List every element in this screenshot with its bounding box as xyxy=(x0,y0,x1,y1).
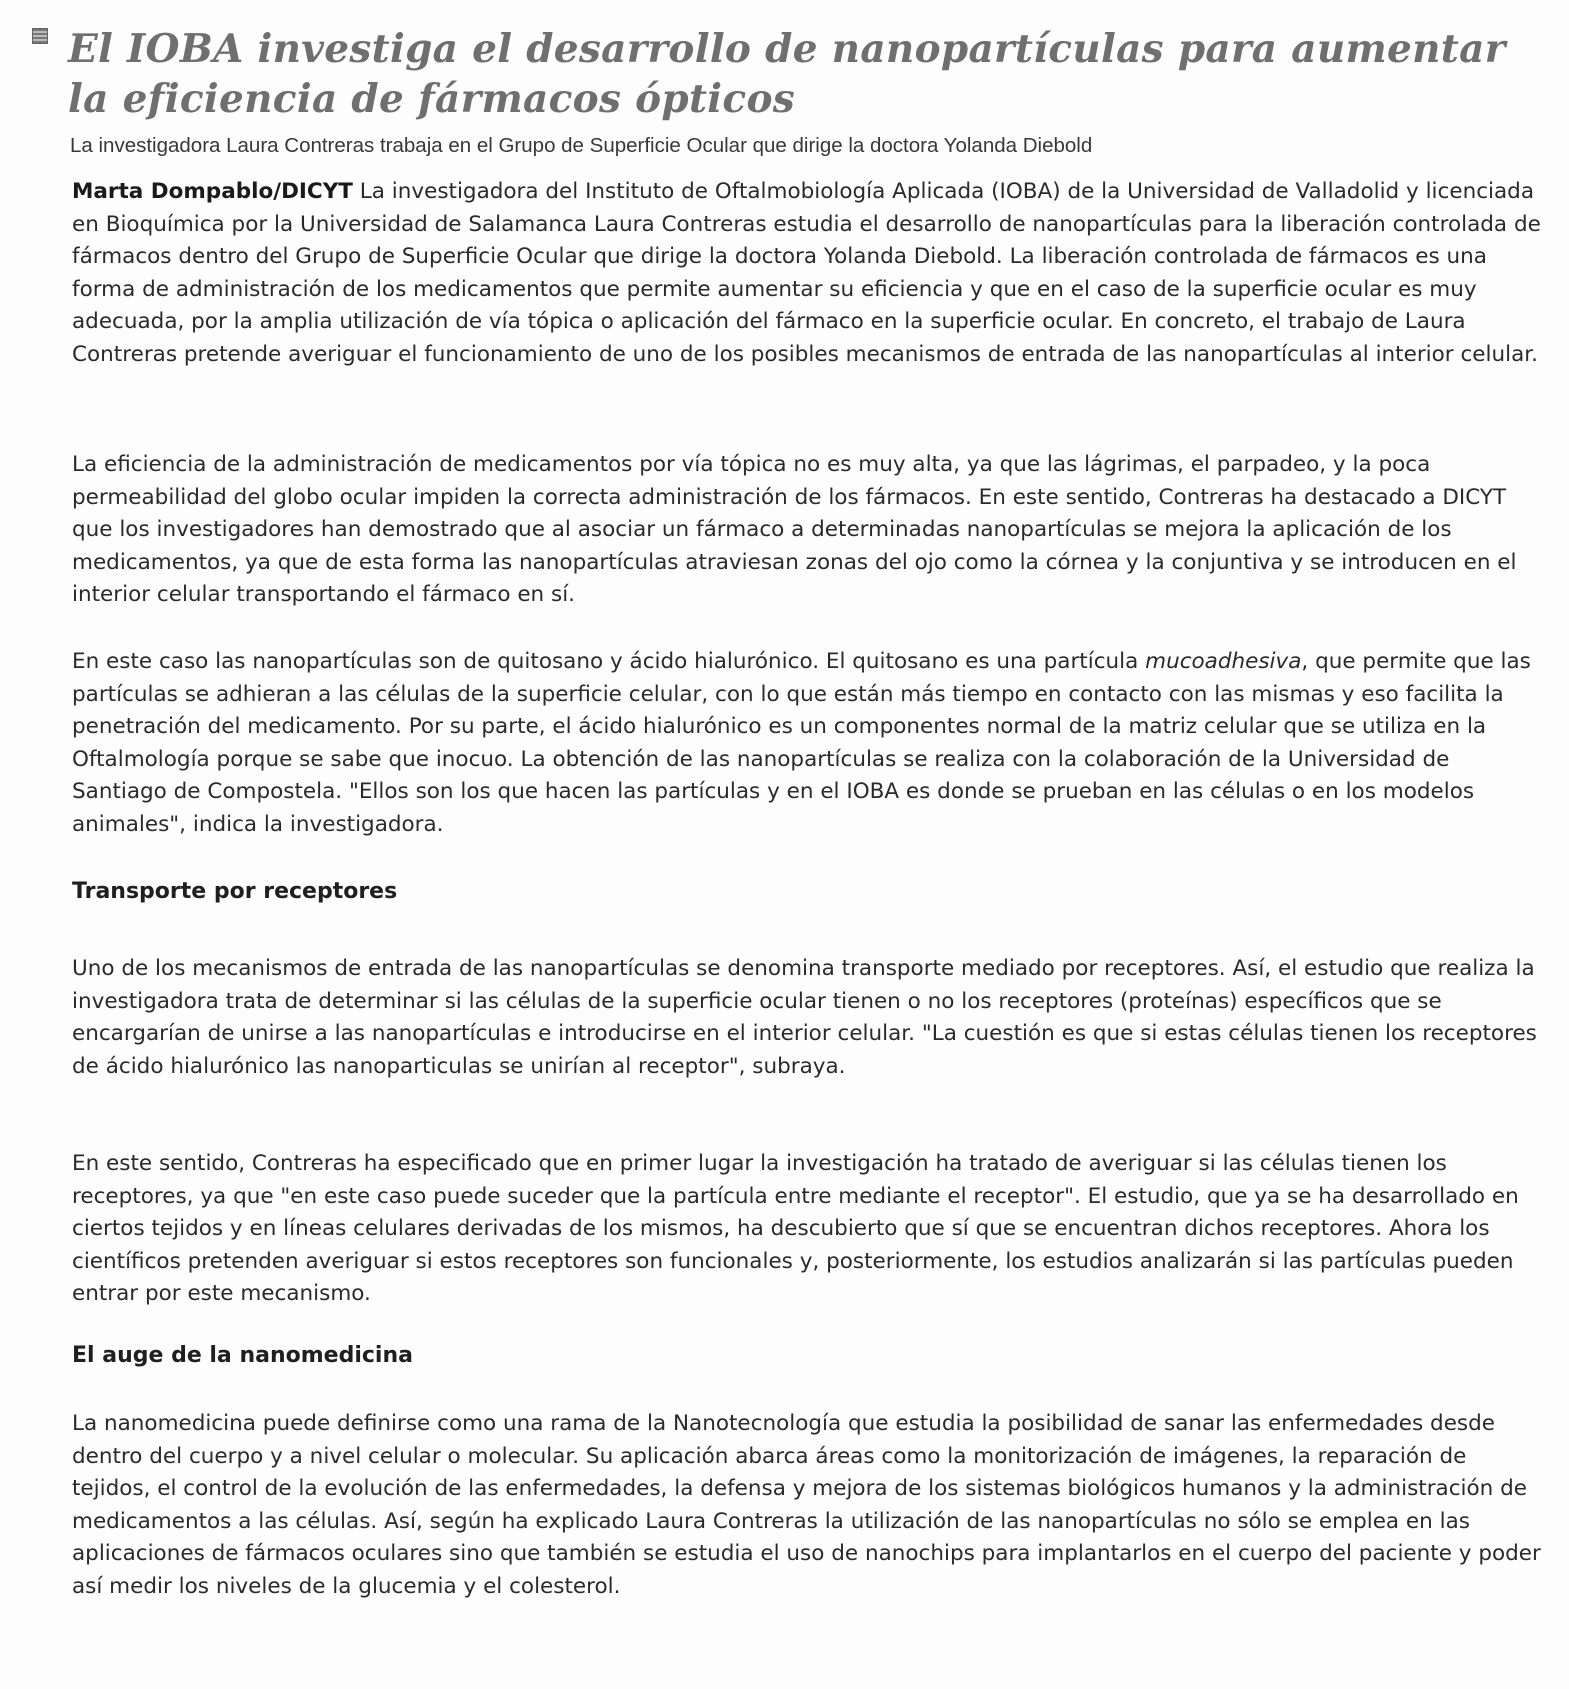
article-paragraph-2: La eficiencia de la administración de medicamentos por vía tópica no es muy alta, ya que las lágrimas, el parpadeo, y la poca permeabilidad del globo ocular impiden la correcta administración de los fármacos. En este sentido, Contreras ha destacado a DICYT que los investigadores han demostrado que al asociar un fármaco a determinadas nanopartículas se mejora la aplicación de los medicamentos, ya que de esta forma las nanopartículas atraviesan zonas del ojo como la córnea y la conjuntiva y se introducen en el interior celular transportando el fármaco en sí. xyxy=(72,452,1517,607)
article-title: El IOBA investiga el desarrollo de nanopartículas para aumentar la eficiencia de fármacos ópticos xyxy=(68,26,1506,122)
paragraph-3-text-start: En este caso las nanopartículas son de quitosano y ácido hialurónico. El quitosano es una partícula xyxy=(72,649,1146,674)
article-paragraph-6: La nanomedicina puede definirse como una rama de la Nanotecnología que estudia la posibilidad de sanar las enfermedades desde dentro del cuerpo y a nivel celular o molecular. Su aplicación abarca áreas como la monitorización de imágenes, la reparación de tejidos, el control de la evolución de las enfermedades, la defensa y mejora de los sistemas biológicos humanos y la administración de medicamentos a las células. Así, según ha explicado Laura Contreras la utilización de las nanopartículas no sólo se emplea en las aplicaciones de fármacos oculares sino que también se estudia el uso de nanochips para implantarlos en el cuerpo del paciente y poder así medir los niveles de la glucemia y el colesterol. xyxy=(72,1411,1541,1599)
section-heading-nanomedicina: El auge de la nanomedicina xyxy=(72,1343,413,1368)
byline: Marta Dompablo/DICYT xyxy=(72,179,353,204)
italic-term: mucoadhesiva xyxy=(1145,649,1302,674)
article-paragraph-3 xyxy=(72,646,1542,841)
square-bullet-icon xyxy=(32,28,48,44)
paragraph-1-text: La investigadora del Instituto de Oftalmobiología Aplicada (IOBA) de la Universidad de Valladolid y licenciada en Bioquímica por la Universidad de Salamanca Laura Contreras estudia el desarrollo de nanopartículas para la liberación controlada de fármacos dentro del Grupo de Superficie Ocular que dirige la doctora Yolanda Diebold. La liberación controlada de fármacos es una forma de administración de los medicamentos que permite aumentar su eficiencia y que en el caso de la superficie ocular es muy adecuada, por la amplia utilización de vía tópica o aplicación del fármaco en la superficie ocular. En concreto, el trabajo de Laura Contreras pretende averiguar el funcionamiento de uno de los posibles mecanismos de entrada de las nanopartículas al interior celular. xyxy=(72,179,1541,367)
section-heading-transporte: Transporte por receptores xyxy=(72,879,398,904)
paragraph-3-text-end: , que permite que las partículas se adhieran a las células de la superficie celular, con lo que están más tiempo en contacto con las mismas y eso facilita la penetración del medicamento. Por su parte, el ácido hialurónico es un componentes normal de la matriz celular que se utiliza en la Oftalmología porque se sabe que inocuo. La obtención de las nanopartículas se realiza con la colaboración de la Universidad de Santiago de Compostela. "Ellos son los que hacen las partículas y en el IOBA es donde se prueban en las células o en los modelos animales", indica la investigadora. xyxy=(72,649,1531,837)
article-paragraph-4: Uno de los mecanismos de entrada de las nanopartículas se denomina transporte mediado por receptores. Así, el estudio que realiza la investigadora trata de determinar si las células de la superficie ocular tienen o no los receptores (proteínas) específicos que se encargarían de unirse a las nanopartículas e introducirse en el interior celular. "La cuestión es que si estas células tienen los receptores de ácido hialurónico las nanoparticulas se unirían al receptor", subraya. xyxy=(72,956,1537,1079)
article-paragraph-5: En este sentido, Contreras ha especificado que en primer lugar la investigación ha tratado de averiguar si las células tienen los receptores, ya que "en este caso puede suceder que la partícula entre mediante el receptor". El estudio, que ya se ha desarrollado en ciertos tejidos y en líneas celulares derivadas de los mismos, ha descubierto que sí que se encuentran dichos receptores. Ahora los científicos pretenden averiguar si estos receptores son funcionales y, posteriormente, los estudios analizarán si las partículas pueden entrar por este mecanismo. xyxy=(72,1151,1519,1306)
article-paragraph-1 xyxy=(72,176,1542,371)
article-subtitle: La investigadora Laura Contreras trabaja en el Grupo de Superficie Ocular que dirige la doctora Yolanda Diebold xyxy=(70,134,1093,157)
